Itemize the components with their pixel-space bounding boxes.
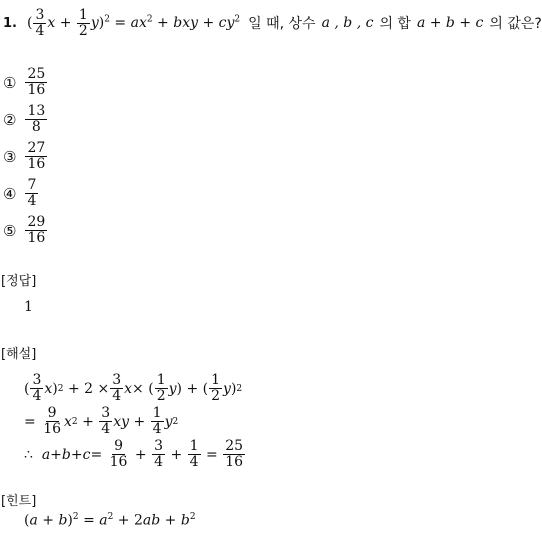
hint-header: [힌트] bbox=[1, 494, 37, 509]
question-equation: ( $\frac{3}{4}$ x + $\frac{1}{2}$ $y)^2 = ax^2$ + bxy + $cy^2$ bbox=[26, 7, 241, 39]
option-1-value: $\frac{25}{16}$ bbox=[27, 66, 46, 98]
sum-expression: a + b + c bbox=[416, 15, 484, 32]
solution-header: [해설] bbox=[1, 347, 37, 362]
option-5-value: $\frac{29}{16}$ bbox=[27, 214, 46, 246]
solution-line-1: ( $\frac{3}{4}$ x ) 2 + 2 × $\frac{3}{4}$ x × ( $\frac{1}{2}$ y ) + ( $\frac{1}{2}$ y ) 2 bbox=[24, 372, 243, 404]
option-5[interactable] bbox=[3, 212, 48, 249]
question-text-sum: 의 합 bbox=[379, 16, 411, 33]
hint-formula: $(a + b)^2 = a^2 + 2ab + b^2$ bbox=[24, 512, 196, 529]
option-5-marker: ⑤ bbox=[3, 221, 17, 240]
solution-body bbox=[24, 372, 246, 471]
option-3-value: $\frac{27}{16}$ bbox=[27, 140, 46, 172]
option-3[interactable] bbox=[3, 138, 48, 175]
option-4-marker: ④ bbox=[3, 184, 17, 203]
option-2-value: $\frac{13}{8}$ bbox=[27, 103, 46, 135]
option-4[interactable] bbox=[3, 175, 48, 212]
option-1-marker: ① bbox=[3, 73, 17, 92]
answer-value: 1 bbox=[24, 299, 33, 315]
solution-line-3: ∴ a + b + c = $\frac{9}{16}$ + $\frac{3}{4}$ + $\frac{1}{4}$ = $\frac{25}{16}$ bbox=[24, 438, 244, 470]
answer-header: [정답] bbox=[1, 274, 37, 289]
question-number: 1. bbox=[3, 15, 17, 31]
question-text-condition: 일 때, 상수 bbox=[248, 16, 316, 33]
option-1[interactable] bbox=[3, 64, 48, 101]
constants: a , b , c bbox=[321, 15, 374, 32]
question-line bbox=[3, 8, 542, 38]
answer-options bbox=[3, 64, 48, 249]
solution-line-2: = $\frac{9}{16}$ x 2 + $\frac{3}{4}$ xy + $\frac{1}{4}$ y 2 bbox=[24, 405, 179, 437]
option-3-marker: ③ bbox=[3, 147, 17, 166]
option-2[interactable] bbox=[3, 101, 48, 138]
option-4-value: $\frac{7}{4}$ bbox=[27, 177, 37, 209]
option-2-marker: ② bbox=[3, 110, 17, 129]
question-text-value: 의 값은? bbox=[489, 16, 542, 33]
